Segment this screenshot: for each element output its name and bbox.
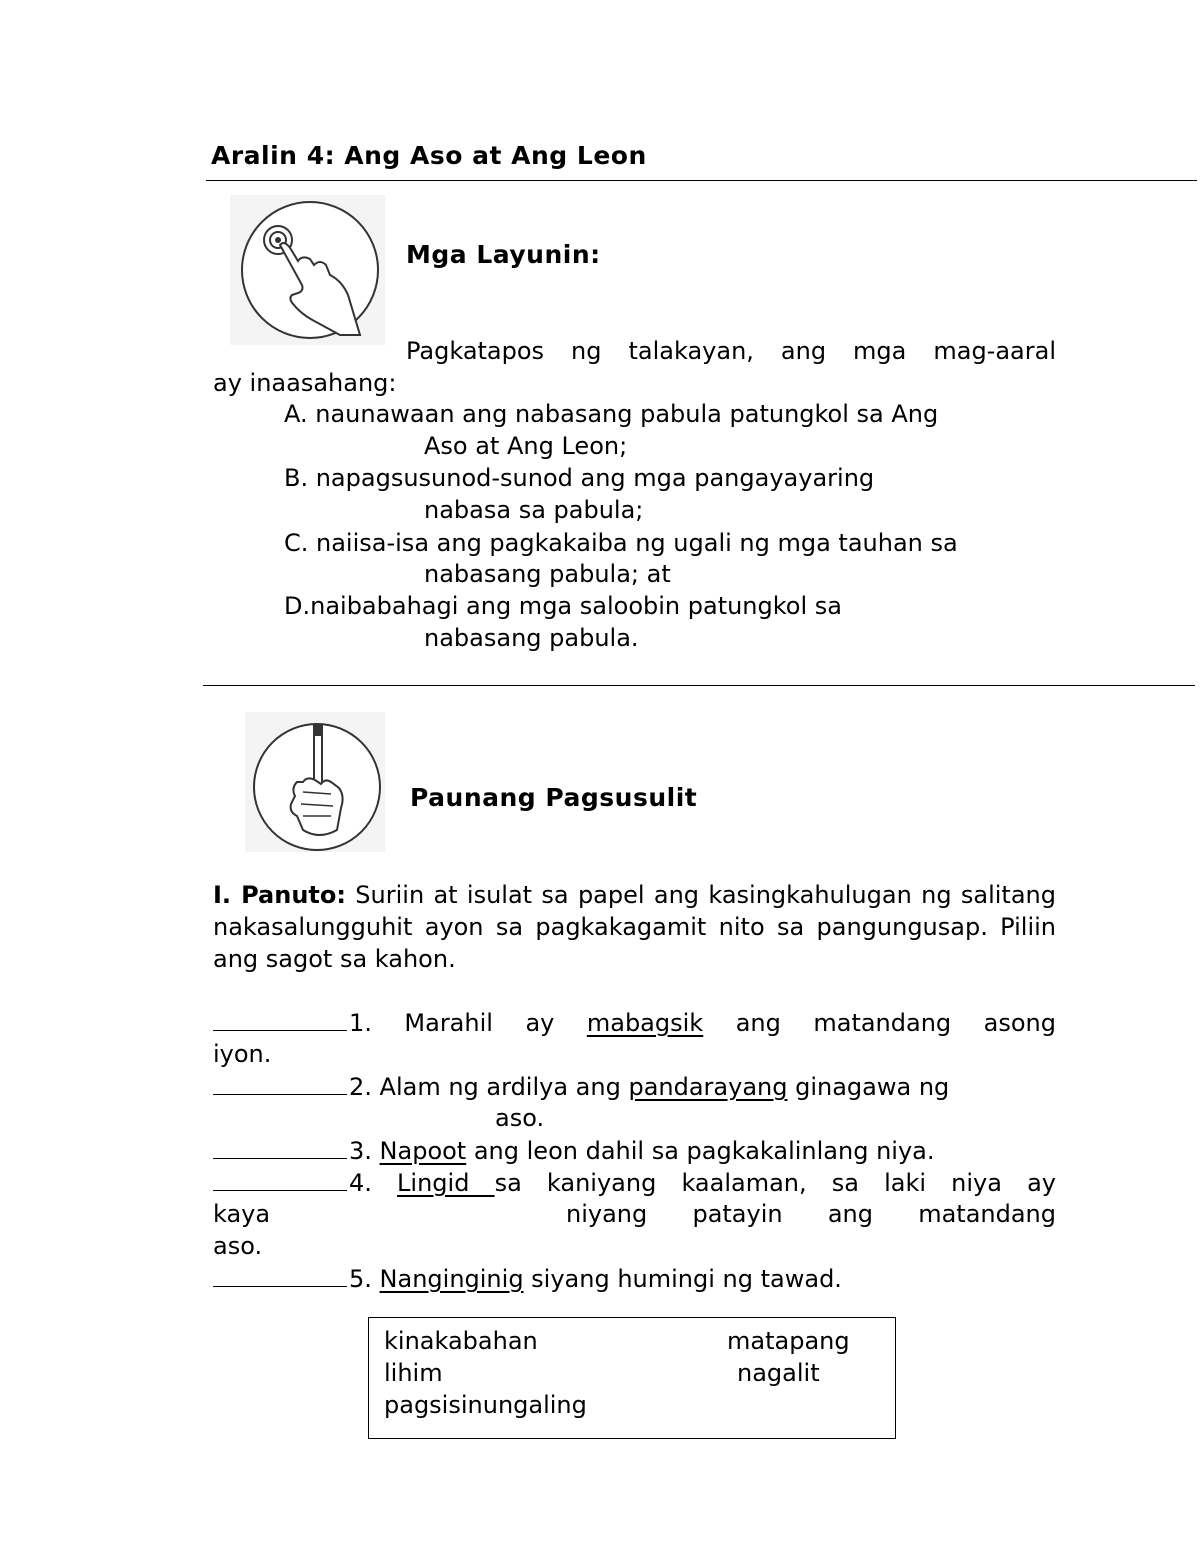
question-4-cont-left: kaya [213, 1200, 271, 1228]
underlined-word: pandarayang [628, 1073, 788, 1101]
objective-item-c-cont: nabasang pabula; at [424, 560, 671, 588]
question-4-cont2: aso. [213, 1232, 263, 1260]
answer-blank[interactable] [213, 1136, 347, 1159]
objective-item-b-cont: nabasa sa pabula; [424, 496, 644, 524]
objective-item-a-cont: Aso at Ang Leon; [424, 432, 628, 460]
title-divider [206, 180, 1197, 181]
page-title: Aralin 4: Ang Aso at Ang Leon [211, 141, 647, 170]
underlined-word: Nanginginig [379, 1265, 524, 1293]
question-1: 1. Marahil ay mabagsik ang matandang asong [213, 1008, 1056, 1037]
objective-item-a: A. naunawaan ang nabasang pabula patungkol sa Ang [284, 400, 939, 428]
objective-item-d-cont: nabasang pabula. [424, 624, 639, 652]
section-divider [203, 685, 1195, 686]
answer-blank[interactable] [213, 1264, 347, 1287]
choice-item: pagsisinungaling [384, 1391, 587, 1419]
touch-hand-icon [230, 195, 385, 345]
objectives-heading: Mga Layunin: [406, 240, 601, 269]
instructions-paragraph [213, 879, 1056, 975]
answer-blank[interactable] [213, 1072, 347, 1095]
pencil-hand-icon [245, 712, 385, 852]
question-5: 5. Nanginginig siyang humingi ng tawad. [213, 1264, 842, 1293]
question-1-cont: iyon. [213, 1040, 272, 1068]
answer-blank[interactable] [213, 1008, 347, 1031]
choice-item: matapang [727, 1327, 850, 1355]
underlined-word: mabagsik [586, 1009, 704, 1037]
question-2: 2. Alam ng ardilya ang pandarayang ginagawa ng [213, 1072, 949, 1101]
question-4-cont-right: niyang patayin ang matandang [566, 1200, 1056, 1228]
instruction-text: Suriin at isulat sa papel ang kasingkahulugan ng salitang nakasalungguhit ayon sa pagkakagamit nito sa pangungusap. Piliin ang sagot sa kahon. [213, 881, 1056, 973]
choices-box [368, 1317, 896, 1439]
answer-blank[interactable] [213, 1168, 347, 1191]
choice-item: kinakabahan [384, 1327, 538, 1355]
question-2-cont: aso. [495, 1104, 545, 1132]
objectives-intro-line2: ay inaasahang: [213, 369, 397, 397]
underlined-word: Napoot [379, 1137, 467, 1165]
choice-item: nagalit [737, 1359, 820, 1387]
objectives-intro-line1: Pagkatapos ng talakayan, ang mga mag-aaral [406, 337, 1056, 365]
question-3: 3. Napoot ang leon dahil sa pagkakalinlang niya. [213, 1136, 935, 1165]
objective-item-b: B. napagsusunod-sunod ang mga pangayayaring [284, 464, 875, 492]
underlined-word: Lingid [397, 1169, 495, 1197]
question-4: 4. Lingid sa kaniyang kaalaman, sa laki niya ay [213, 1168, 1056, 1197]
objective-item-c: C. naiisa-isa ang pagkakaiba ng ugali ng mga tauhan sa [284, 529, 958, 557]
pretest-heading: Paunang Pagsusulit [410, 783, 698, 812]
instruction-label: I. Panuto: [213, 881, 346, 909]
objective-item-d: D.naibabahagi ang mga saloobin patungkol sa [284, 592, 842, 620]
choice-item: lihim [384, 1359, 443, 1387]
